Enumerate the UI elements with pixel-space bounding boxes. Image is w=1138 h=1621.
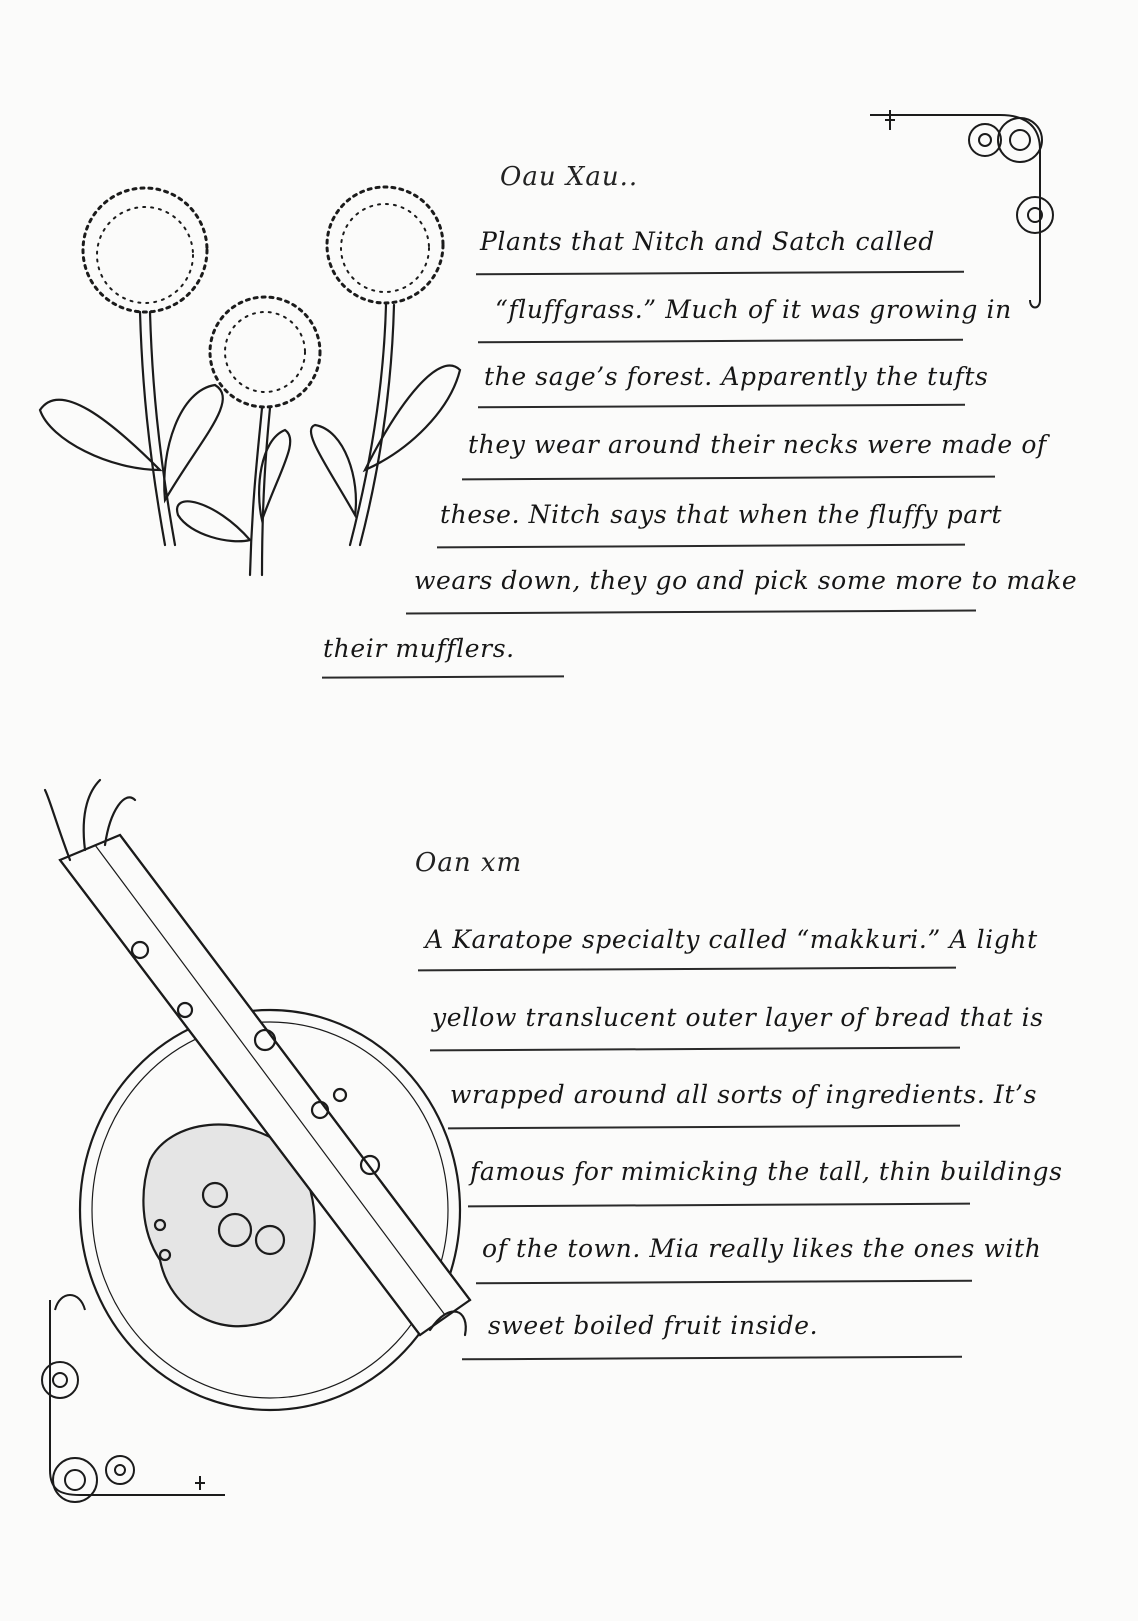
entry-1-line-2: “fluffgrass.” Much of it was growing in [495,295,1012,324]
makkuri-illustration [45,780,470,1410]
entry-1-line-3: the sage’s forest. Apparently the tufts [484,362,989,391]
entry-1-line-4: they wear around their necks were made of [468,430,1047,459]
entry-2-line-3: wrapped around all sorts of ingredients. It’s [450,1080,1038,1109]
entry-1-line-5: these. Nitch says that when the fluffy part [440,500,1002,529]
entry-2-line-2: yellow translucent outer layer of bread that is [432,1003,1044,1032]
entry-1-script-title: Oau Xau.. [500,162,639,192]
gear-corner-bottom-left [42,1295,225,1502]
entry-2-line-4: famous for mimicking the tall, thin buildings [470,1157,1063,1186]
entry-1-line-1: Plants that Nitch and Satch called [480,227,935,256]
entry-1-line-6: wears down, they go and pick some more to make [414,566,1078,595]
entry-2-line-5: of the town. Mia really likes the ones with [482,1234,1042,1263]
gear-corner-top-right [870,110,1053,308]
entry-1-line-7: their mufflers. [323,634,515,663]
entry-2-script-title: Oan xm [415,848,523,878]
entry-2-line-6: sweet boiled fruit inside. [488,1311,819,1340]
entry-2-line-1: A Karatope specialty called “makkuri.” A light [425,925,1038,954]
fluffgrass-illustration [40,187,460,575]
